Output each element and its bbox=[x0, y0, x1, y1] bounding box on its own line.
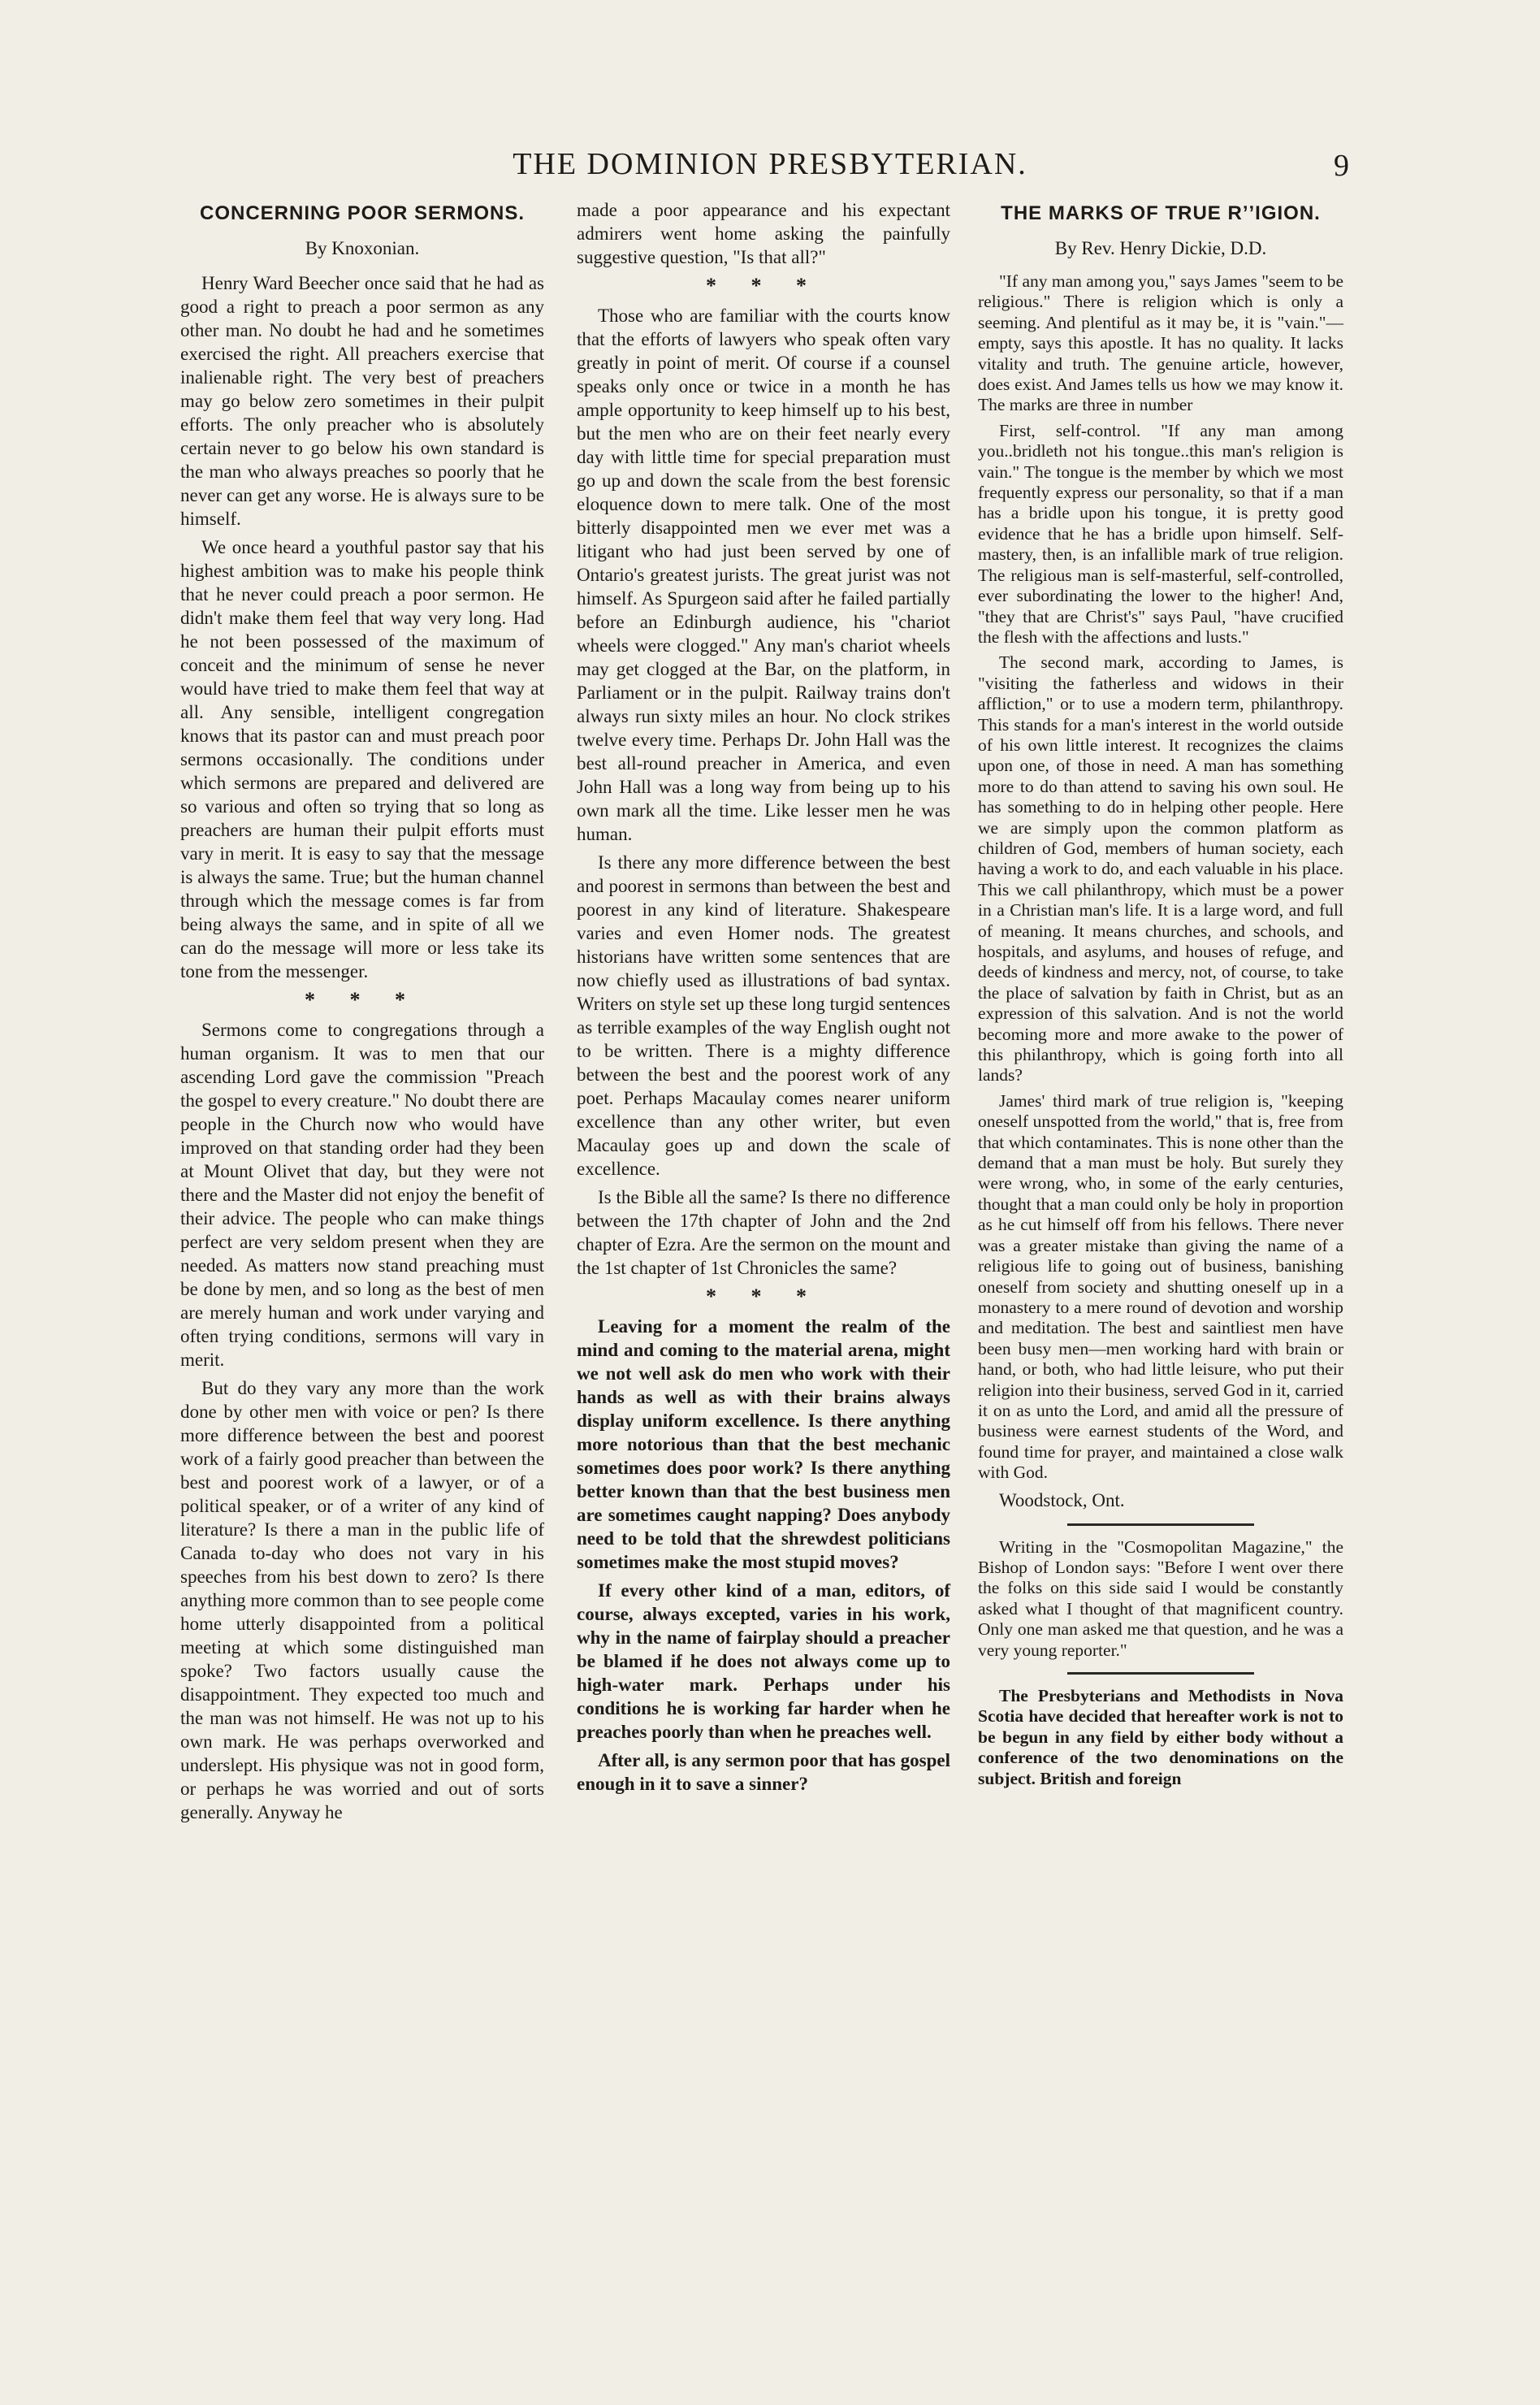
paragraph: Those who are familiar with the courts know that the efforts of lawyers who speak often vary greatly in point of merit. Of course if a counsel speaks only once or twice in a month he has ample opportunity to keep himself up to his best, but the men who are on their feet nearly every day with little time for special preparation must go up and down the scale from the best forensic eloquence down to mere talk. One of the most bitterly disappointed men we ever met was a litigant who had just been served by one of Ontario's greatest jurists. The great jurist was not himself. As Spurgeon said after he failed partially before an Edinburgh audience, his "chariot wheels were clogged." Any man's chariot wheels may get clogged at the Bar, on the platform, in Parliament or in the pulpit. Railway trains don't always run sixty miles an hour. No clock strikes twelve every time. Perhaps Dr. John Hall was the best all-round preacher in America, and even John Hall was a long way from being up to his own mark all the time. Like lesser men he was human. bbox=[577, 306, 950, 844]
paragraph: First, self-control. "If any man among you..bridleth not his tongue..this man's religion is vain." The tongue is the member by which we most frequently express our personality, so that if a man has a bridle upon his tongue, it is pretty good evidence that he has a bridle upon himself. Self-mastery, then, is an infallible mark of true religion. The religious man is self-masterful, self-controlled, ever subordinating the lower to the higher! And, "they that are Christ's" says Paul, "have crucified the flesh with the affections and lusts." bbox=[978, 420, 1343, 647]
column-middle bbox=[577, 198, 950, 1800]
paragraph: Leaving for a moment the realm of the mind and coming to the material arena, might we not well ask do men who work with their hands as well as with their brains always display uniform excellence. Is there anything more notorious than that the best mechanic sometimes does poor work? Is there anything better known than that the best business men are sometimes caught napping? Does anybody need to be told that the shrewdest politicians sometimes make the most stupid moves? bbox=[577, 1316, 950, 1572]
paragraph: We once heard a youthful pastor say that his highest ambition was to make his people think that he never could preach a poor sermon. He didn't make them feel that way very long. Had he not been possessed of the maximum of conceit and the minimum of sense he never would have tried to make them feel that way at all. Any sensible, intelligent congregation knows that its pastor can and must preach poor sermons occasionally. The conditions under which sermons are prepared and delivered are so various and often so trying that so long as preachers are human their pulpit efforts must vary in merit. It is easy to say that the message is always the same. True; but the human channel through which the message comes is far from being always the same, and in spite of all we can do the message will more or less take its tone from the messenger. bbox=[180, 537, 544, 982]
paragraph: Is there any more difference between the best and poorest in sermons than between the best and poorest in any kind of literature. Shakespeare varies and even Homer nods. The greatest historians have written some sentences that are now chiefly used as illustrations of bad syntax. Writers on style set up these long turgid sentences as terrible examples of the way English ought not to be written. There is a mighty difference between the best and the poorest work of any poet. Perhaps Macaulay comes nearer uniform excellence than any other writer, but even Macaulay goes up and down the scale of excellence. bbox=[577, 852, 950, 1179]
section-break: * * * bbox=[706, 274, 821, 297]
divider bbox=[1067, 1672, 1254, 1675]
article-byline: By Knoxonian. bbox=[305, 238, 420, 258]
column-right bbox=[978, 202, 1343, 1794]
page-header bbox=[0, 146, 1540, 195]
paragraph: "If any man among you," says James "seem to be religious." There is religion which is only a seeming. And plentiful as it may be, it is "vain."—empty, says this apostle. It has no quality. It lacks vitality and truth. The genuine article, however, does exist. And James tells us how we may know it. The marks are three in number bbox=[978, 271, 1343, 415]
paragraph: Is the Bible all the same? Is there no difference between the 17th chapter of John and the 2nd chapter of Ezra. Are the sermon on the mount and the 1st chapter of 1st Chronicles the same? bbox=[577, 1187, 950, 1278]
section-break: * * * bbox=[706, 1285, 821, 1308]
masthead: THE DOMINION PRESBYTERIAN. bbox=[513, 147, 1027, 181]
paragraph: After all, is any sermon poor that has gospel enough in it to save a sinner? bbox=[577, 1750, 950, 1794]
paragraph: The Presbyterians and Methodists in Nova Scotia have decided that hereafter work is not to be begun in any field by either body without a conference of the two denominations on the subject. British and foreign bbox=[978, 1686, 1343, 1788]
paragraph: If every other kind of a man, editors, of course, always excepted, varies in his work, why in the name of fairplay should a preacher be blamed if he does not always come up to high-water mark. Perhaps under his conditions he is working far harder when he preaches poorly than when he preaches well. bbox=[577, 1580, 950, 1742]
article-title: CONCERNING POOR SERMONS. bbox=[199, 202, 526, 224]
article-title: THE MARKS OF TRUE RʼʼIGION. bbox=[1001, 202, 1321, 224]
paragraph: The second mark, according to James, is "visiting the fatherless and widows in their affliction," or to use a modern term, philanthropy. This stands for a man's interest in the world outside of his own little interest. It recognizes the claims upon one, of those in need. A man has something more to do than attend to saving his own soul. He has something to do in helping other people. Here we are simply upon the common platform as children of God, members of human society, each having a work to do, and each valuable in his place. This we call philanthropy, which must be a power in a Christian man's life. It is a large word, and full of meaning. It means churches, and schools, and hospitals, and asylums, and houses of refuge, and deeds of kindness and mercy, not, of course, to take the place of salvation by faith in Christ, but as an expression of this salvation. And is not the world becoming more and more awake to the power of this philanthropy, which is going forth into all lands? bbox=[978, 652, 1343, 1086]
paragraph: made a poor appearance and his expectant admirers went home asking the painfully suggestive question, "Is that all?" bbox=[577, 200, 950, 267]
column-left bbox=[180, 202, 544, 1829]
paragraph: James' third mark of true religion is, "keeping oneself unspotted from the world," that is, free from that which contaminates. This is none other than the demand that a man must be holy. But surely they were wrong, who, in some of the early centuries, thought that a man could only be holy in proportion as he cut himself off from his fellows. There never was a greater mistake than giving the name of a religious life to going out of business, banishing oneself from society and shutting oneself up in a monastery to a mere round of devotion and worship and meditation. The best and saintliest men have been busy men—men working hard with brain or hand, or both, who had little leisure, who put their religion into their business, served God in it, carried it on as unto the Lord, and amid all the pressure of business were earnest students of the Word, and found time for prayer, and maintained a close walk with God. bbox=[978, 1090, 1343, 1483]
dateline: Woodstock, Ont. bbox=[999, 1489, 1125, 1510]
paragraph: But do they vary any more than the work done by other men with voice or pen? Is there more difference between the best and poorest work of a fairly good preacher than between the best and poorest work of a lawyer, or of a political speaker, or of a writer of any kind of literature? Is there a man in the public life of Canada to-day who does not vary in his speeches from his best down to zero? Is there anything more common than to see people come home utterly disappointed from a political meeting at which some distinguished man spoke? Two factors usually cause the disappointment. They expected too much and the man was not himself. He was not up to his own mark. He was perhaps overworked and underslept. His physique was not in good form, or perhaps he was worried and out of sorts generally. Anyway he bbox=[180, 1378, 544, 1822]
paragraph: Henry Ward Beecher once said that he had as good a right to preach a poor sermon as any other man. No doubt he had and he sometimes exercised the right. All preachers exercise that inalienable right. The very best of preachers may go below zero sometimes in their pulpit efforts. The only preacher who is absolutely certain never to go below his own standard is the man who always preaches so poorly that he never can get any worse. He is always sure to be himself. bbox=[180, 273, 544, 529]
article-byline: By Rev. Henry Dickie, D.D. bbox=[1054, 238, 1267, 258]
page-number: 9 bbox=[1334, 149, 1349, 183]
paragraph: Sermons come to congregations through a human organism. It was to men that our ascending Lord gave the commission "Preach the gospel to every creature." No doubt there are people in the Church now who would have improved on that standing order had they been at Mount Olivet that day, but they were not there and the Master did not enjoy the benefit of their advice. The people who can make things perfect are very seldom present when they are needed. As matters now stand preaching must be done by men, and so long as the best of men are merely human and work under varying and often trying conditions, sermons will vary in merit. bbox=[180, 1020, 544, 1370]
divider bbox=[1067, 1523, 1254, 1526]
paragraph: Writing in the "Cosmopolitan Magazine," the Bishop of London says: "Before I went over there the folks on this side said I would be constantly asked what I thought of that magnificent country. Only one man asked me that question, and he was a very young reporter." bbox=[978, 1536, 1343, 1660]
section-break: * * * bbox=[305, 988, 420, 1012]
